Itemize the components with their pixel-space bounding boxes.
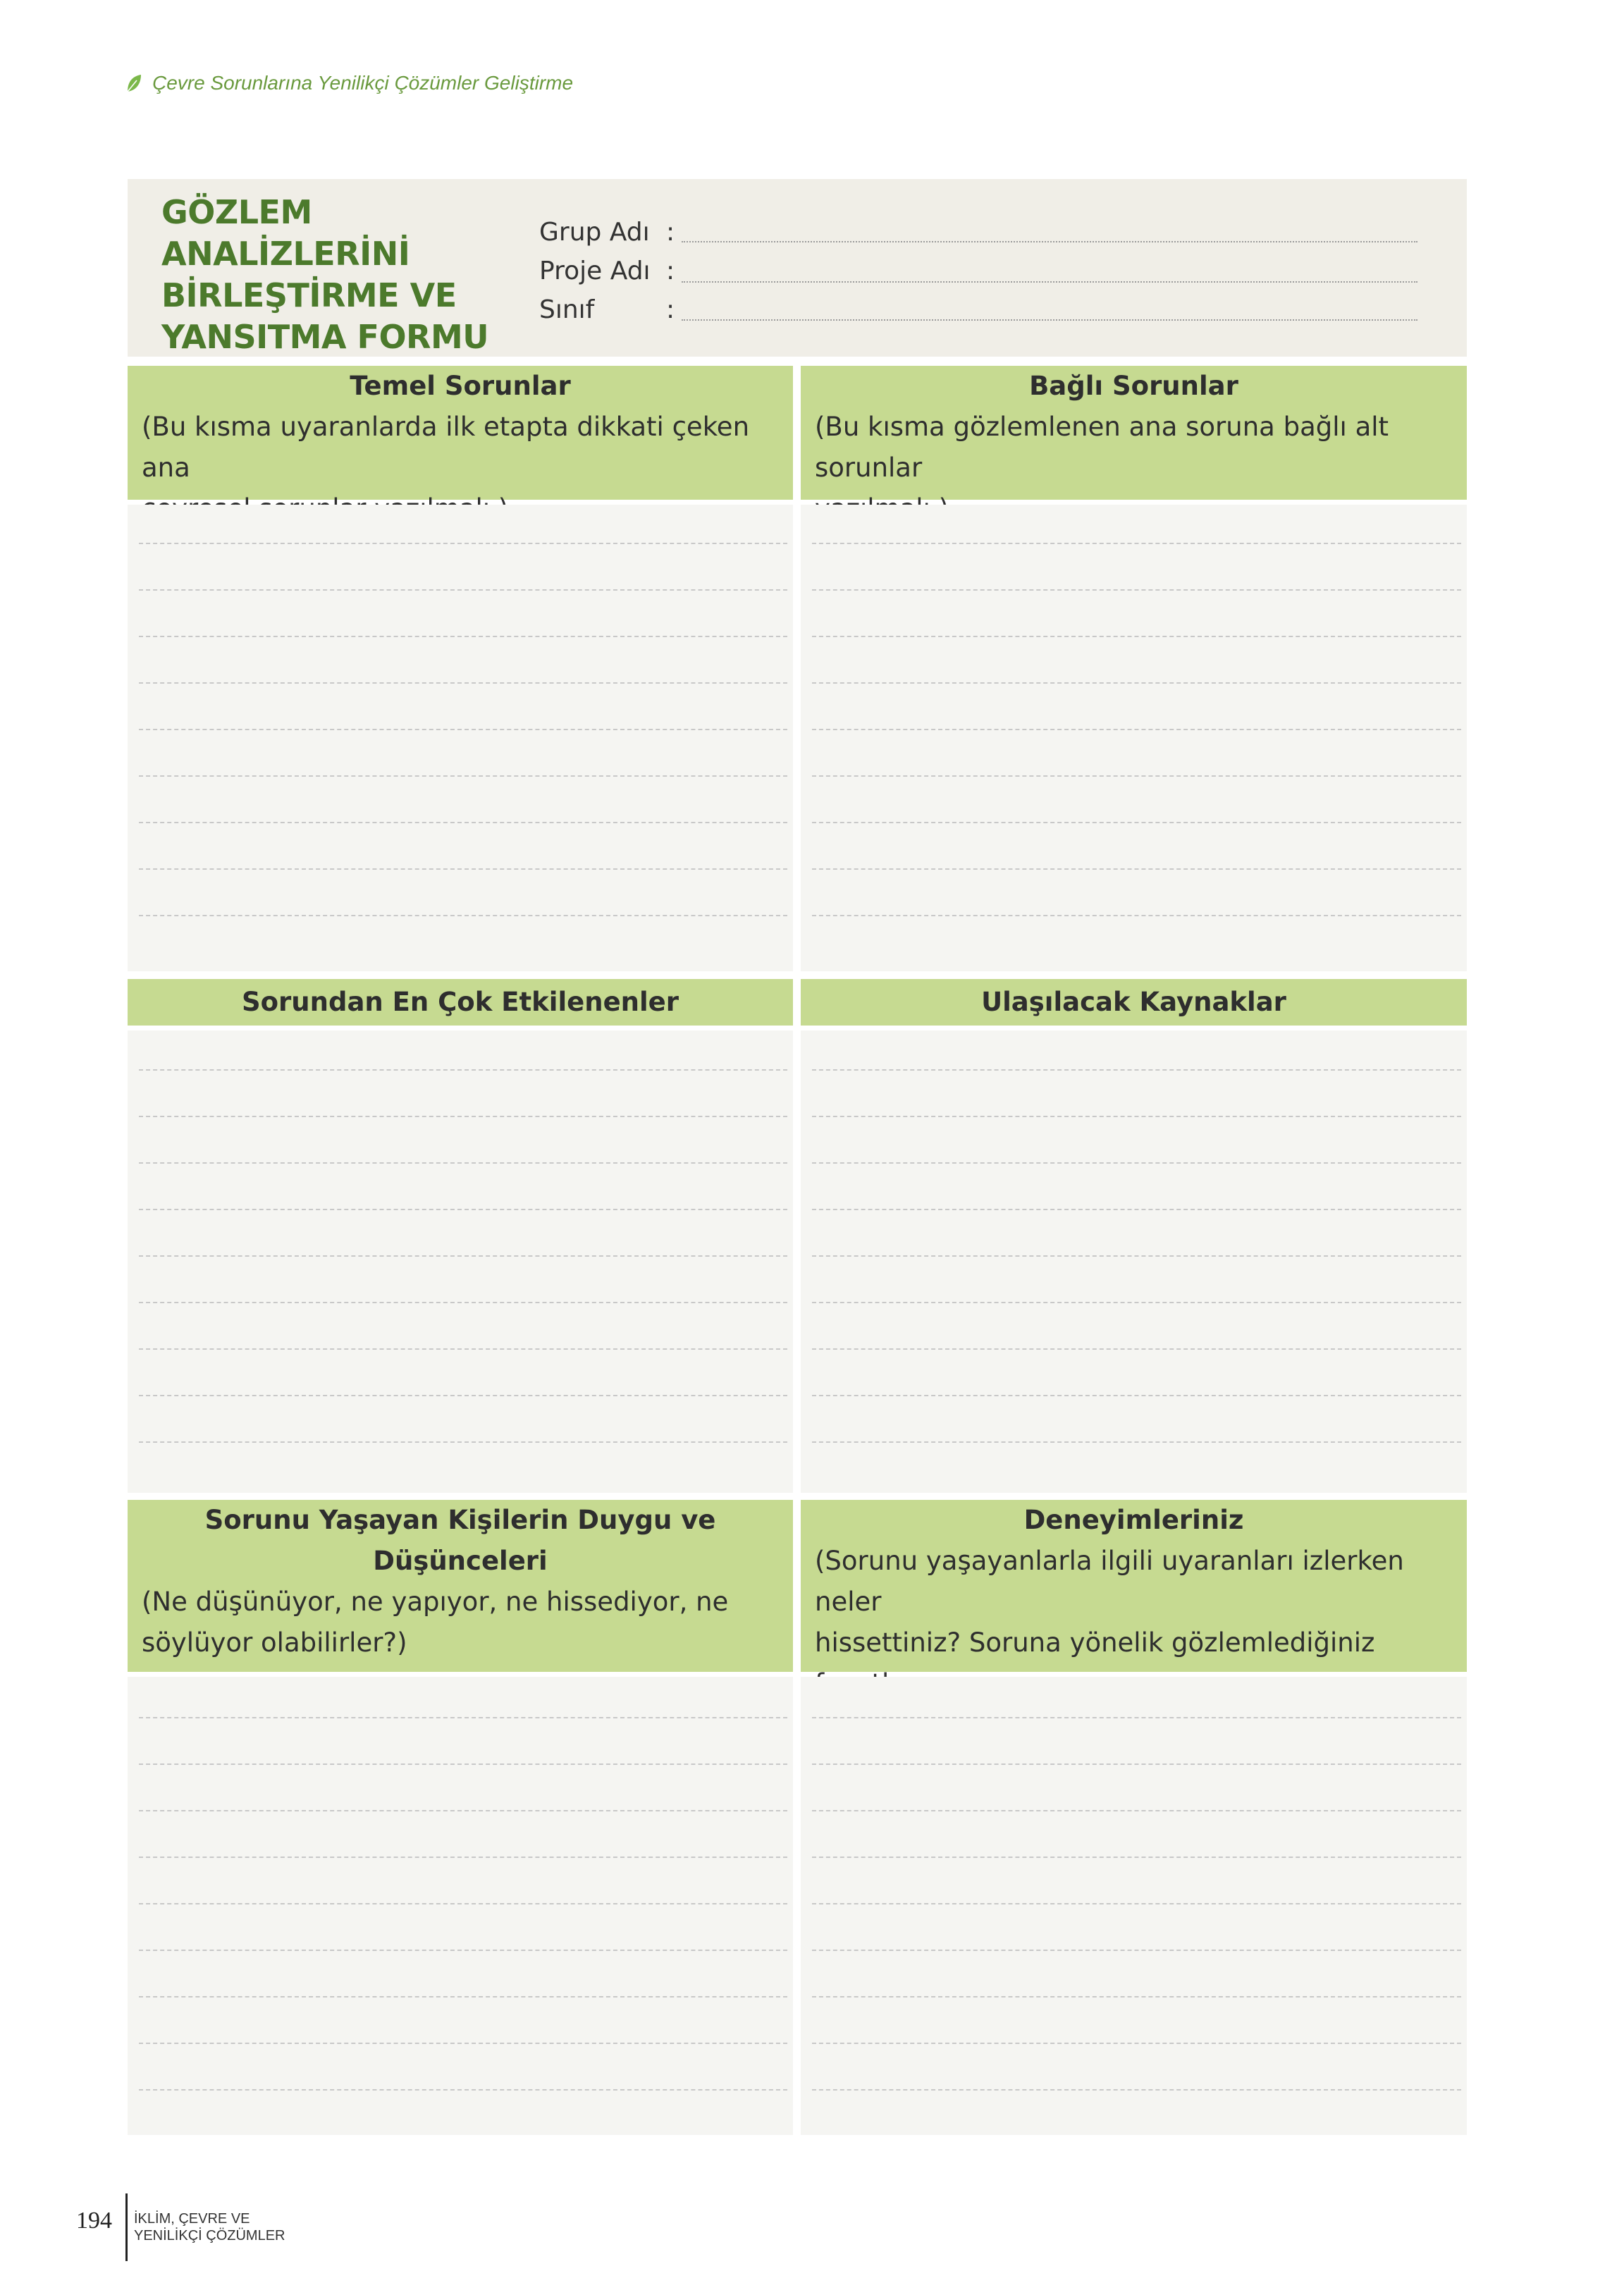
running-head [125,72,573,94]
writing-line [812,2089,1461,2091]
book-title-line: İKLİM, ÇEVRE VE [134,2211,250,2227]
section-desc: (Sorunu yaşayanlarla ilgili uyaranları izlerken neler [815,1546,1404,1617]
writing-line [812,636,1461,637]
writing-line [139,1950,787,1951]
writing-line [812,1302,1461,1303]
kaynaklar-writing-area[interactable] [801,1030,1467,1493]
writing-line [812,1763,1461,1765]
writing-line [812,1255,1461,1257]
class-label: Sınıf [539,295,595,324]
writing-line [812,1857,1461,1858]
writing-line [812,1903,1461,1904]
writing-line [812,1162,1461,1164]
writing-line [139,1857,787,1858]
temel-sorunlar-writing-area[interactable] [128,505,793,971]
writing-line [139,1763,787,1765]
class-input-line[interactable] [682,319,1417,321]
project-name-label: Proje Adı [539,257,651,285]
writing-line [139,2043,787,2044]
book-title-line: YENİLİKÇİ ÇÖZÜMLER [134,2228,285,2243]
writing-line [812,589,1461,591]
duygu-dusunceler-writing-area[interactable] [128,1677,793,2135]
writing-line [812,1069,1461,1071]
kaynaklar-header [801,979,1467,1026]
book-title [134,2210,285,2244]
form-title-line: GÖZLEM [161,193,312,231]
bagli-sorunlar-writing-area[interactable] [801,505,1467,971]
section-desc: (Bu kısma uyaranlarda ilk etapta dikkati çeken ana [142,412,750,483]
class-field [539,296,684,324]
writing-line [812,1810,1461,1811]
writing-line [139,915,787,916]
etkilenenler-header [128,979,793,1026]
form-title-line: ANALİZLERİNİ [161,235,410,273]
bagli-sorunlar-header [801,366,1467,500]
etkilenenler-writing-area[interactable] [128,1030,793,1493]
writing-line [139,636,787,637]
writing-line [812,1209,1461,1210]
writing-line [812,1950,1461,1951]
page-number: 194 [76,2208,112,2234]
writing-line [139,1116,787,1117]
writing-line [139,589,787,591]
writing-line [139,1209,787,1210]
writing-line [812,1116,1461,1117]
project-name-field [539,257,684,285]
writing-line [812,822,1461,823]
deneyimleriniz-header [801,1500,1467,1672]
writing-line [139,1162,787,1164]
writing-line [139,1996,787,1997]
footer-divider [125,2193,128,2261]
writing-line [812,1348,1461,1350]
writing-line [812,915,1461,916]
field-colon: : [666,218,675,247]
form-title-line: BİRLEŞTİRME VE [161,276,457,314]
section-desc: söylüyor olabilirler?) [142,1627,407,1658]
writing-line [139,1395,787,1396]
field-colon: : [666,257,675,285]
duygu-dusunceler-header [128,1500,793,1672]
writing-line [139,1348,787,1350]
writing-line [812,1395,1461,1396]
writing-line [139,775,787,777]
writing-line [139,1441,787,1443]
writing-line [812,729,1461,730]
writing-line [139,1255,787,1257]
section-desc: (Ne düşünüyor, ne yapıyor, ne hissediyor, ne [142,1587,729,1617]
writing-line [139,1069,787,1071]
writing-line [812,1441,1461,1443]
writing-line [139,2089,787,2091]
writing-line [812,2043,1461,2044]
section-title: Sorunu Yaşayan Kişilerin Duygu ve Düşünceleri [204,1505,716,1576]
form-header [128,179,1467,357]
deneyimleriniz-writing-area[interactable] [801,1677,1467,2135]
writing-line [812,775,1461,777]
group-name-input-line[interactable] [682,241,1417,242]
section-title: Sorundan En Çok Etkilenenler [241,987,679,1017]
writing-line [139,729,787,730]
writing-line [812,868,1461,870]
field-colon: : [666,295,675,324]
writing-line [139,1717,787,1718]
writing-line [139,822,787,823]
writing-line [139,682,787,684]
writing-line [139,1810,787,1811]
writing-line [812,1717,1461,1718]
temel-sorunlar-header [128,366,793,500]
section-title: Bağlı Sorunlar [1029,371,1238,401]
form-title [161,192,514,358]
writing-line [812,1996,1461,1997]
writing-line [139,543,787,544]
project-name-input-line[interactable] [682,281,1417,283]
section-desc: hissettiniz? Soruna yönelik gözlemlediğiniz [815,1627,1375,1658]
section-desc: (Bu kısma gözlemlenen ana soruna bağlı alt sorunlar [815,412,1389,483]
group-name-field [539,218,684,247]
writing-line [812,543,1461,544]
writing-line [139,868,787,870]
section-title: Deneyimleriniz [1023,1505,1244,1535]
writing-line [139,1903,787,1904]
section-title: Ulaşılacak Kaynaklar [981,987,1286,1017]
writing-line [139,1302,787,1303]
running-head-text: Çevre Sorunlarına Yenilikçi Çözümler Geliştirme [152,72,574,94]
group-name-label: Grup Adı [539,218,650,247]
leaf-icon [125,73,142,93]
writing-line [812,682,1461,684]
form-title-line: YANSITMA FORMU [161,318,489,356]
section-title: Temel Sorunlar [350,371,571,401]
